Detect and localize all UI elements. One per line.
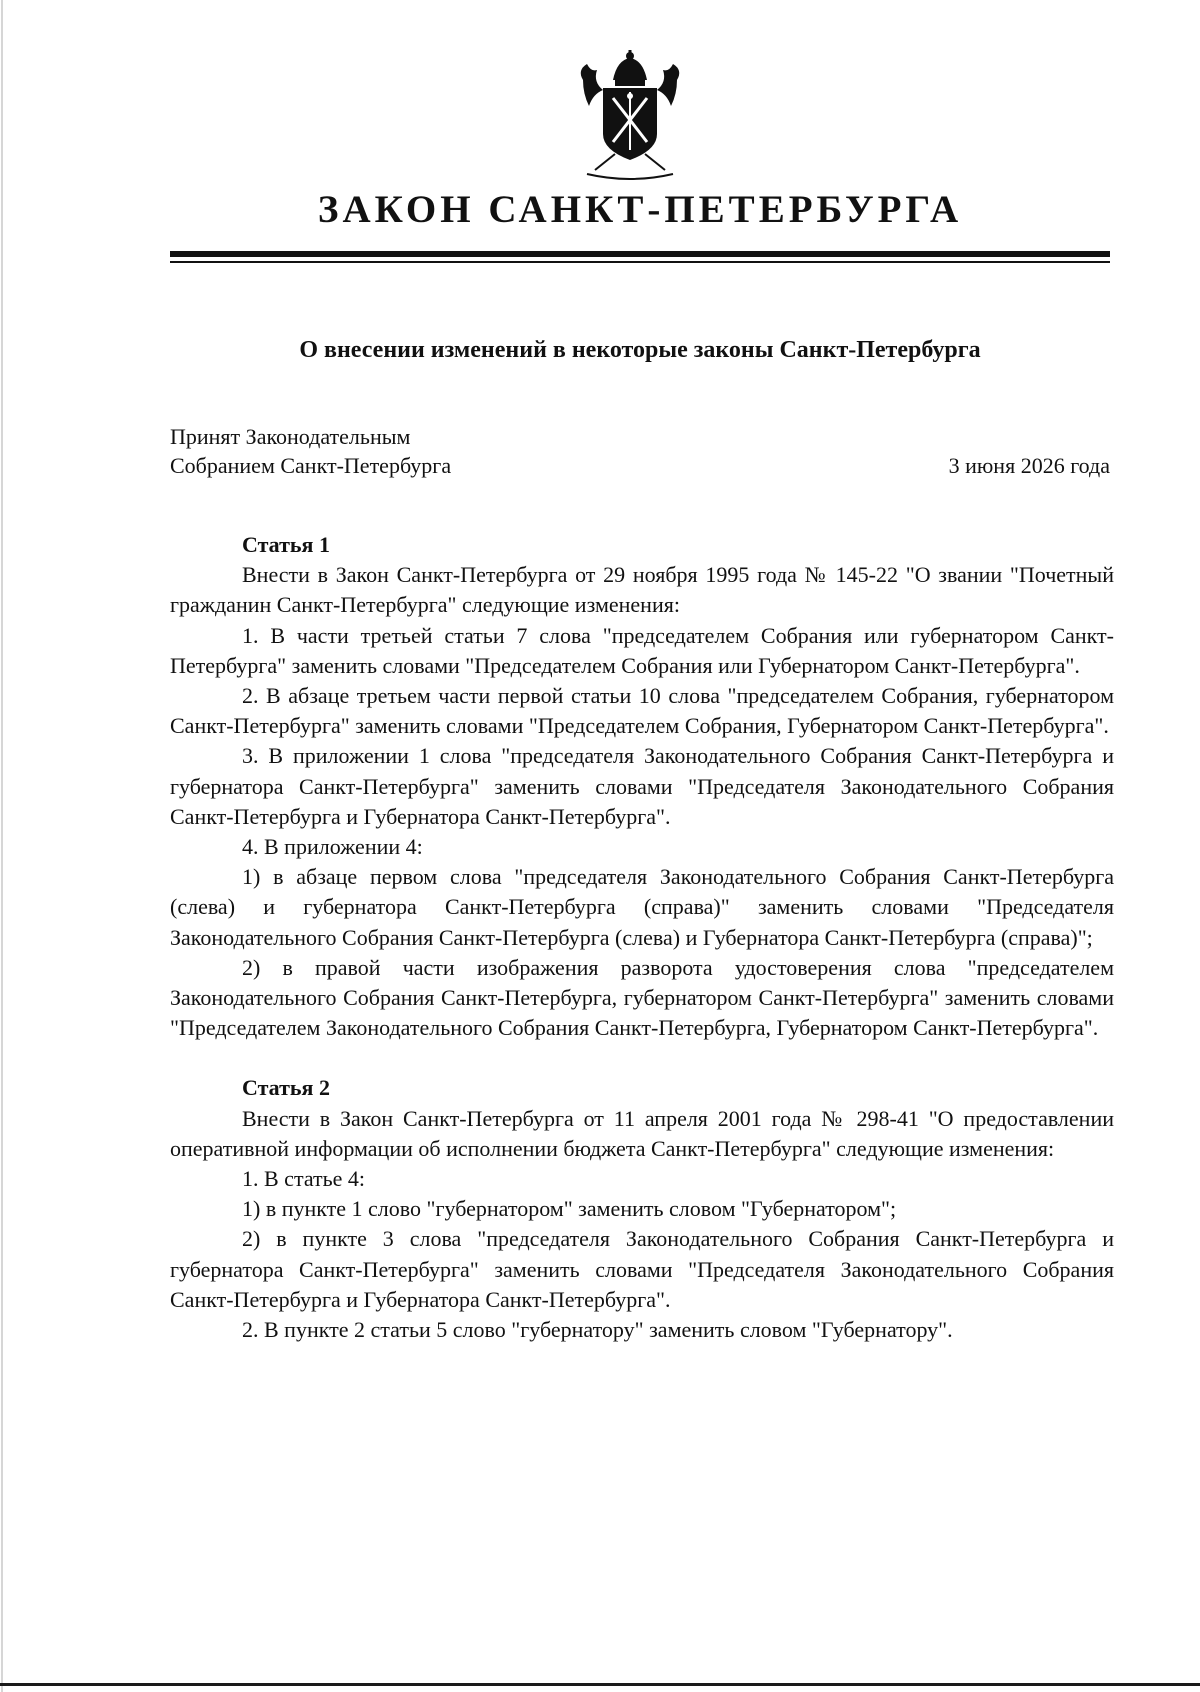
article-2-point-1-sub-1: 1) в пункте 1 слово "губернатором" заменить словом "Губернатором"; bbox=[242, 1196, 897, 1222]
adopted-line-1: Принят Законодательным bbox=[170, 424, 411, 449]
article-1-point-4-sub-1: 1) в абзаце первом слова "председателя Законодательного Собрания Санкт-Петербурга (слева) и губернатора Санкт-Петербурга (справа)" заменить словами "Председателя Законодательного Собрания Санкт-Петербурга (слева) и Губернатора Санкт-Петербурга (справа)"; bbox=[170, 864, 1114, 950]
scan-edge-left bbox=[1, 0, 3, 1692]
document-subject: О внесении изменений в некоторые законы Санкт-Петербурга bbox=[299, 337, 981, 363]
article-2-intro: Внести в Закон Санкт-Петербурга от 11 апреля 2001 года № 298-41 "О предоставлении оперативной информации об исполнении бюджета Санкт-Петербурга" следующие изменения: bbox=[170, 1105, 1114, 1161]
law-title: ЗАКОН САНКТ-ПЕТЕРБУРГА bbox=[317, 188, 963, 231]
article-1-point-3: 3. В приложении 1 слова "председателя Законодательного Собрания Санкт-Петербурга и губернатора Санкт-Петербурга" заменить словами "Председателя Законодательного Собрания Санкт-Петербурга и Губернатора Санкт-Петербурга". bbox=[170, 743, 1114, 829]
article-2-point-1-sub-2: 2) в пункте 3 слова "председателя Законодательного Собрания Санкт-Петербурга и губернатора Санкт-Петербурга" заменить словами "Председателя Законодательного Собрания Санкт-Петербурга и Губернатора Санкт-Петербурга". bbox=[170, 1226, 1114, 1312]
law-body bbox=[170, 530, 1114, 1345]
article-1-point-2: 2. В абзаце третьем части первой статьи 10 слова "председателем Собрания, губернатором Санкт-Петербурга" заменить словами "Председателем Собрания, Губернатором Санкт-Петербурга". bbox=[170, 683, 1114, 739]
adopted-date: 3 июня 2026 года bbox=[948, 453, 1110, 478]
article-spacer bbox=[170, 1043, 1114, 1073]
title-rule-thick bbox=[170, 251, 1110, 257]
scan-edge-bottom bbox=[0, 1683, 1200, 1686]
article-1-intro: Внести в Закон Санкт-Петербурга от 29 ноября 1995 года № 145-22 "О звании "Почетный гражданин Санкт-Петербурга" следующие изменения: bbox=[170, 562, 1114, 618]
article-2-point-2: 2. В пункте 2 статьи 5 слово "губернатору" заменить словом "Губернатору". bbox=[242, 1317, 953, 1343]
title-rule-thin bbox=[170, 261, 1110, 263]
adoption-block bbox=[170, 422, 1110, 480]
article-1-point-4: 4. В приложении 4: bbox=[242, 834, 423, 860]
article-2-heading: Статья 2 bbox=[242, 1075, 330, 1101]
article-1-point-1: 1. В части третьей статьи 7 слова "председателем Собрания или губернатором Санкт-Петербурга" заменить словами "Председателем Собрания или Губернатором Санкт-Петербурга". bbox=[170, 622, 1114, 678]
article-1-heading: Статья 1 bbox=[242, 532, 330, 557]
article-1-point-4-sub-2: 2) в правой части изображения разворота удостоверения слова "председателем Законодательного Собрания Санкт-Петербурга, губернатором Санкт-Петербурга" заменить словами "Председателем Законодательного Собрания Санкт-Петербурга, Губернатором Санкт-Петербурга". bbox=[170, 954, 1114, 1041]
article-2-point-1: 1. В статье 4: bbox=[242, 1166, 366, 1192]
saint-petersburg-coat-of-arms-icon bbox=[575, 50, 685, 180]
adopted-line-2: Собранием Санкт-Петербурга bbox=[170, 453, 452, 478]
